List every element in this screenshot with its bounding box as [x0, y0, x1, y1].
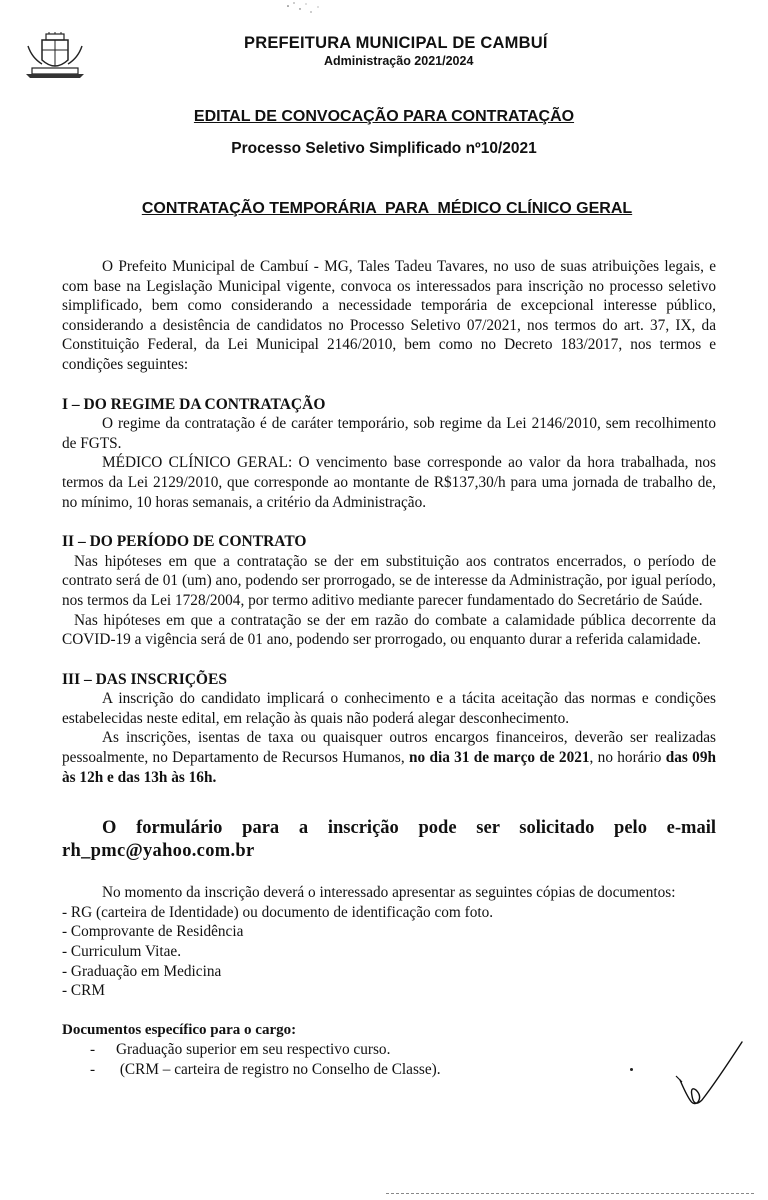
especificos-title: Documentos específico para o cargo:: [62, 1021, 297, 1038]
section-2-paragraph-1: Nas hipóteses em que a contratação se der em substituição aos contratos encerrados, o período de contrato será de 01 (um) ano, podendo ser prorrogado, se de interesse da Administração, por igual período, nos termos da Lei 1728/2004, por termo aditivo mediante parecer fundamentado do Secretário de Saúde.: [62, 552, 716, 609]
edital-title: EDITAL DE CONVOCAÇÃO PARA CONTRATAÇÃO: [193, 108, 575, 125]
list-item: - (CRM – carteira de registro no Conselho de Classe).: [90, 1061, 441, 1078]
section-3-heading: III – DAS INSCRIÇÕES: [62, 670, 227, 688]
section-2-paragraph-2: Nas hipóteses em que a contratação se der em razão do combate a calamidade pública decorrente da COVID-19 a vigência será de 01 ano, podendo ser prorrogado, ou enquanto durar a referida calamidade.: [62, 611, 716, 649]
administration-subtitle: Administração 2021/2024: [324, 54, 474, 68]
documentos-list: [62, 903, 716, 1001]
list-item: - Curriculum Vitae.: [62, 943, 182, 961]
section-3-paragraph-1: A inscrição do candidato implicará o conhecimento e a tácita aceitação das normas e condições estabelecidas neste edital, em relação às quais não poderá alegar desconhecimento.: [62, 690, 716, 727]
list-item: - Graduação superior em seu respectivo curso.: [90, 1041, 391, 1059]
formulario-paragraph: [62, 817, 716, 863]
inscricoes-text: As inscrições, isentas de taxa ou quaisquer outros encargos financeiros, deverão ser realizadas pessoalmente, no Departamento de Recursos Humanos,: [62, 729, 716, 767]
section-3-paragraph-2: [62, 728, 716, 787]
section-1-paragraph-2: MÉDICO CLÍNICO GERAL: O vencimento base corresponde ao valor da hora trabalhada, nos termos da Lei 2129/2010, que corresponde ao montante de R$137,30/h para uma jornada de trabalho de, no mínimo, 10 horas semanais, a critério da Administração.: [62, 454, 716, 511]
list-item: - Graduação em Medicina: [62, 962, 222, 980]
especificos-list: [62, 1040, 716, 1079]
list-item: - Comprovante de Residência: [62, 923, 244, 941]
processo-title: Processo Seletivo Simplificado nº10/2021: [231, 140, 537, 157]
coat-of-arms-icon: [22, 32, 88, 80]
intro-paragraph: O Prefeito Municipal de Cambuí - MG, Tales Tadeu Tavares, no uso de suas atribuições legais, e com base na Legislação Municipal vigente, convoca os interessados para inscrição no processo seletivo simplificado, bem como considerando a necessidade temporária de excepcional interesse público, considerando a desistência de candidatos no Processo Seletivo 07/2021, nos termos do art. 37, IX, da Constituição Federal, da Lei Municipal 2146/2010, bem como no Decreto 183/2017, nos termos e condições seguintes:: [62, 258, 716, 373]
section-1-heading: I – DO REGIME DA CONTRATAÇÃO: [62, 395, 326, 413]
scan-specks: [280, 0, 330, 20]
municipality-title: PREFEITURA MUNICIPAL DE CAMBUÍ: [244, 34, 548, 52]
document-body: [62, 257, 716, 1080]
section-1-paragraph-1: O regime da contratação é de caráter temporário, sob regime da Lei 2146/2010, sem recolhimento de FGTS.: [62, 415, 716, 452]
especifico-item-text: Graduação superior em seu respectivo curso.: [116, 1041, 391, 1059]
formulario-text: O formulário para a inscrição pode ser solicitado pelo e-mail: [102, 818, 716, 839]
list-item: - CRM: [62, 982, 105, 1000]
list-item: - RG (carteira de Identidade) ou documento de identificação com foto.: [62, 903, 494, 921]
contratacao-title: CONTRATAÇÃO TEMPORÁRIA PARA MÉDICO CLÍNICO GERAL: [141, 200, 633, 217]
inscricoes-date: no dia 31 de março de 2021: [409, 749, 590, 767]
inscricoes-hours: das 09h às 12h e das 13h às 16h.: [62, 749, 716, 786]
ink-dot: [630, 1068, 633, 1071]
contact-email-link[interactable]: rh_pmc@yahoo.com.br: [62, 841, 255, 862]
inscricoes-text-mid: , no horário: [589, 749, 666, 767]
documentos-intro: No momento da inscrição deverá o interessado apresentar as seguintes cópias de documentos:: [102, 884, 676, 902]
section-2-heading: II – DO PERÍODO DE CONTRATO: [62, 533, 307, 551]
signature-mark: [672, 1036, 744, 1116]
footer-divider: [386, 1193, 754, 1194]
especifico-item-text: (CRM – carteira de registro no Conselho de Classe).: [116, 1061, 441, 1078]
